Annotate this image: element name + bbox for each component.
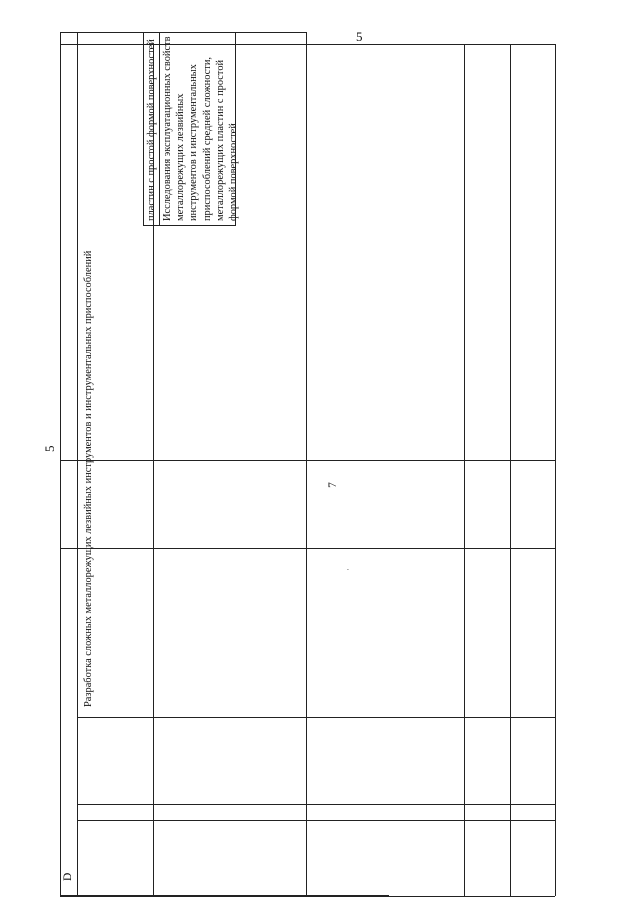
group-name: Разработка сложных металлорежущих лезвийных инструментов и инструментальных приспособлений [83, 250, 94, 707]
group-qualification: 7 [327, 482, 339, 488]
group-tick: · [343, 568, 353, 571]
page-number: 5 [356, 29, 363, 44]
inner-page-number: 5 [42, 445, 57, 452]
group-code: D [62, 872, 74, 881]
row-1-name: Исследования эксплуатационных свойств металлорежущих лезвийных инструментов и инструментальных приспособлений средней сложности, металлорежущих пластин с простой формой поверхностей [159, 32, 235, 226]
row-0-name: пластин с простой формой поверхностей [143, 32, 159, 226]
